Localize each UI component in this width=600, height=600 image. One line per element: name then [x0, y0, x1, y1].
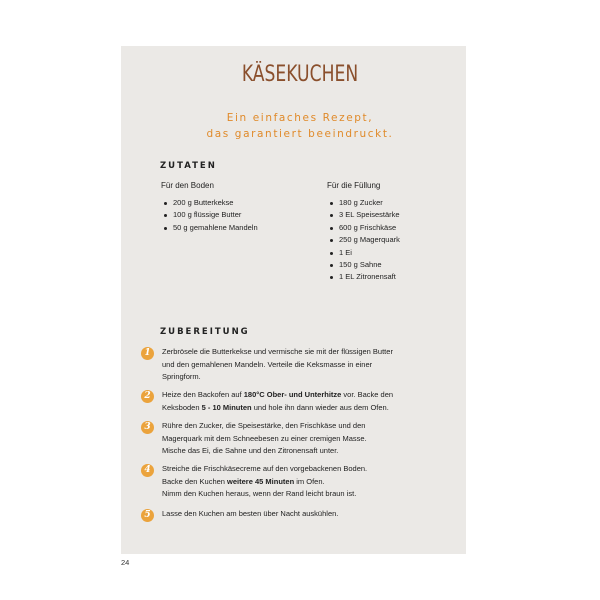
step-number-badge: 4	[141, 464, 154, 477]
step-text	[162, 389, 462, 414]
step-text-segment: im Ofen.	[294, 476, 325, 486]
step-text-segment: Streiche die Frischkäsecreme auf den vorgebackenen Boden.	[162, 464, 368, 473]
subtitle-line: das garantiert beeindruckt.	[206, 128, 394, 140]
step-text-segment: vor. Backe den	[341, 390, 394, 399]
step-line	[162, 508, 462, 521]
step-number-badge: 2	[141, 390, 154, 403]
step-emphasis: 5 - 10 Minuten	[201, 402, 252, 412]
step-text-segment: Heize den Backofen auf	[162, 390, 244, 399]
page-number: 24	[121, 558, 130, 567]
ingredients-heading: ZUTATEN	[160, 161, 217, 171]
filling-heading: Für die Füllung	[327, 181, 381, 190]
ingredient-item: 150 g Sahne	[328, 259, 400, 271]
step-text-segment: Mische das Ei, die Sahne und den Zitronensaft unter.	[162, 446, 339, 455]
ingredient-item: 3 EL Speisestärke	[328, 209, 400, 221]
step-line	[162, 476, 462, 489]
step-line	[162, 488, 462, 501]
ingredient-item: 180 g Zucker	[328, 197, 400, 209]
step-text-segment: Rühre den Zucker, die Speisestärke, den Frischkäse und den	[162, 421, 366, 430]
step-emphasis: 180°C Ober- und Unterhitze	[243, 390, 342, 399]
base-ingredients-list	[162, 197, 258, 234]
ingredient-item: 1 EL Zitronensaft	[328, 271, 400, 283]
step-line	[162, 402, 462, 415]
ingredient-item: 1 Ei	[328, 247, 400, 259]
filling-ingredients-list	[328, 197, 400, 284]
step-number-badge: 1	[141, 347, 154, 360]
step-text-segment: Keksboden	[162, 402, 202, 412]
step-line	[162, 463, 462, 476]
step-text	[162, 508, 462, 521]
step-line	[162, 445, 462, 458]
ingredient-item: 100 g flüssige Butter	[162, 209, 258, 221]
step-text	[162, 463, 462, 501]
step-text-segment: und hole ihn dann wieder aus dem Ofen.	[251, 402, 389, 412]
step-text-segment: Magerquark mit dem Schneebesen zu einer cremigen Masse.	[162, 433, 367, 443]
step-number-badge: 3	[141, 421, 154, 434]
step-line	[162, 346, 462, 359]
recipe-title: KÄSEKUCHEN	[241, 62, 359, 87]
ingredient-item: 600 g Frischkäse	[328, 222, 400, 234]
step-line	[162, 389, 462, 402]
step-emphasis: weitere 45 Minuten	[227, 476, 295, 486]
step-text-segment: Lasse den Kuchen am besten über Nacht auskühlen.	[162, 509, 339, 518]
recipe-subtitle	[0, 110, 600, 142]
step-text-segment: Nimm den Kuchen heraus, wenn der Rand leicht braun ist.	[162, 489, 357, 498]
subtitle-line: Ein einfaches Rezept,	[226, 112, 374, 124]
step-number-badge: 5	[141, 509, 154, 522]
ingredient-item: 200 g Butterkekse	[162, 197, 258, 209]
step-line	[162, 433, 462, 446]
step-text	[162, 420, 462, 458]
base-heading: Für den Boden	[161, 181, 214, 190]
step-text-segment: Springform.	[162, 372, 201, 381]
ingredient-item: 50 g gemahlene Mandeln	[162, 222, 258, 234]
step-text-segment: Backe den Kuchen	[162, 476, 228, 486]
step-text	[162, 346, 462, 384]
ingredient-item: 250 g Magerquark	[328, 234, 400, 246]
step-line	[162, 420, 462, 433]
preparation-heading: ZUBEREITUNG	[160, 327, 250, 337]
step-text-segment: und den gemahlenen Mandeln. Verteile die Keksmasse in einer	[162, 359, 373, 369]
step-line	[162, 371, 462, 384]
step-line	[162, 359, 462, 372]
step-text-segment: Zerbrösele die Butterkekse und vermische sie mit der flüssigen Butter	[162, 347, 393, 356]
